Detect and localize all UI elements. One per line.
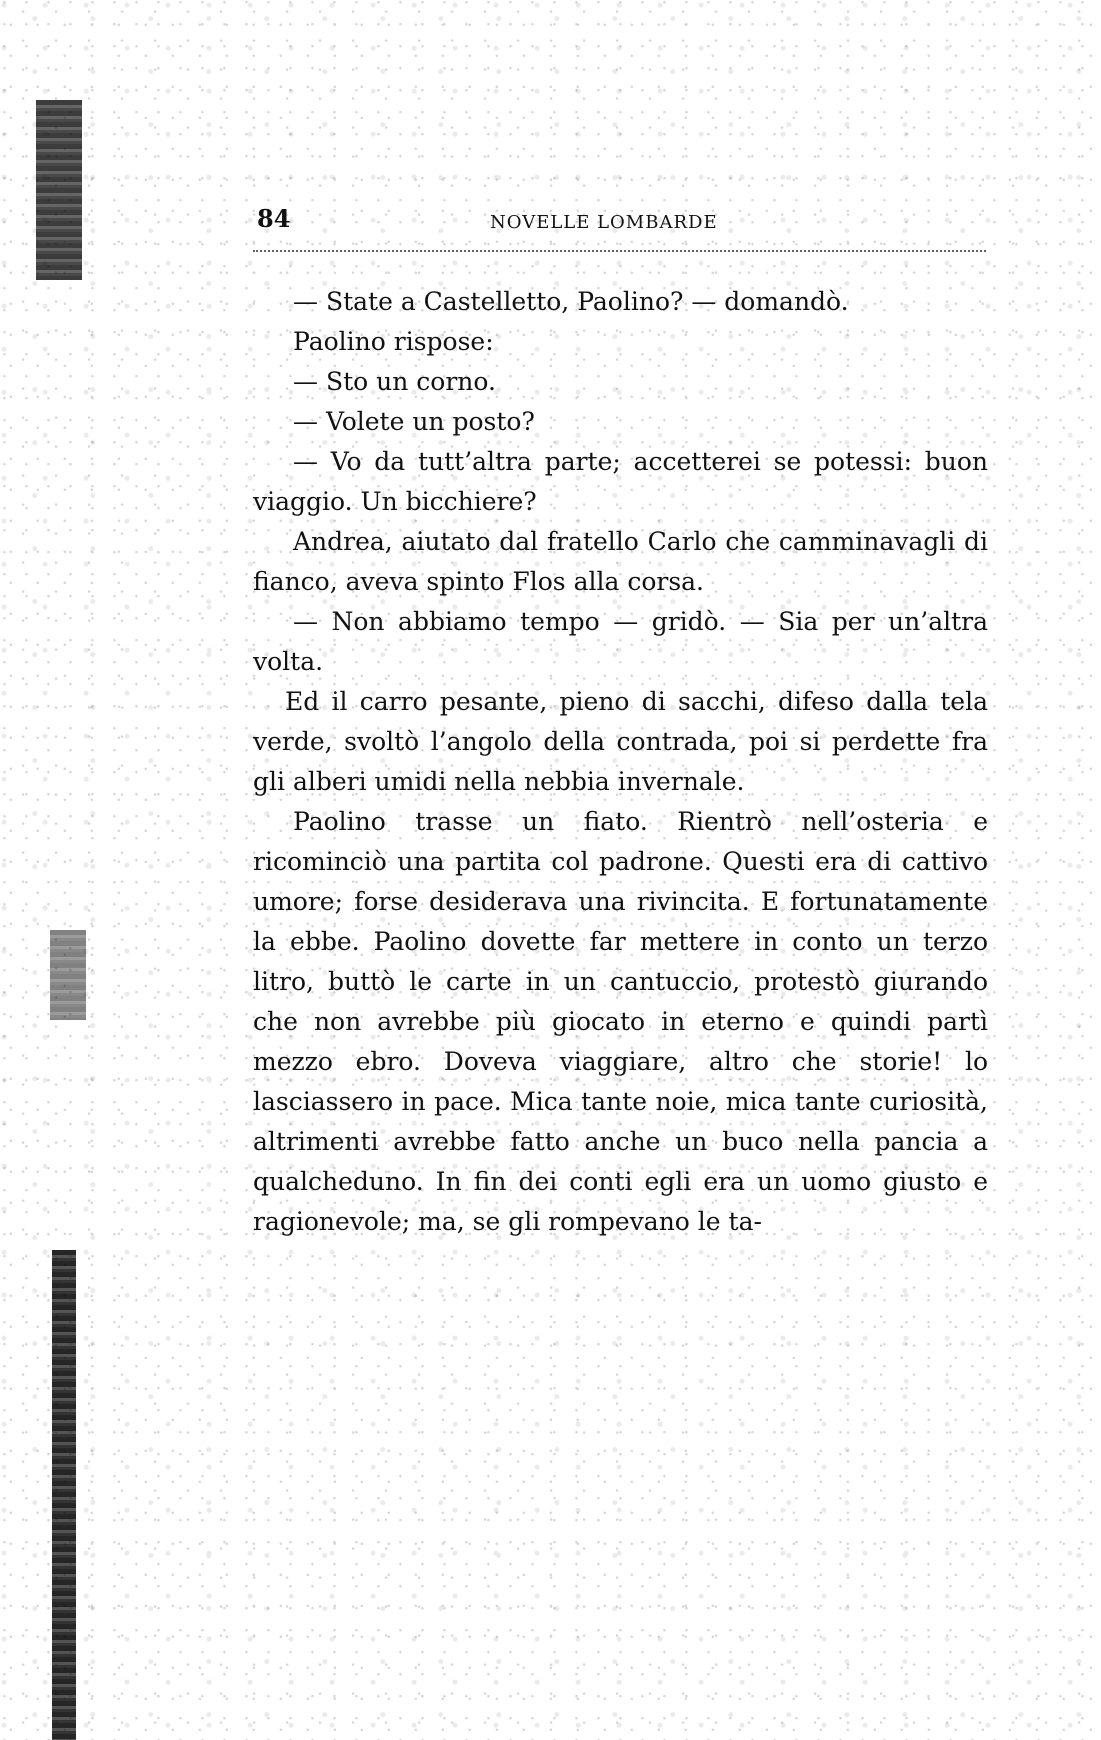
paragraph-8: Ed il carro pesante, pieno di sacchi, difeso dalla tela verde, svoltò l’angolo della contrada, poi si perdette fra gli alberi umidi nella nebbia invernale.: [253, 687, 988, 796]
paragraph-9: Paolino trasse un fiato. Rientrò nell’osteria e ricominciò una partita col padrone. Questi era di cattivo umore; forse desiderava una rivincita. E fortunatamente la ebbe. Paolino dovette far mettere in conto un terzo litro, buttò le carte in un cantuccio, protestò giurando che non avrebbe più giocato in eterno e quindi partì mezzo ebro. Doveva viaggiare, altro che storie! lo lasciassero in pace. Mica tante noie, mica tante curiosità, altrimenti avrebbe fatto anche un buco nella pancia a qualcheduno. In fin dei conti egli era un uomo giusto e ragionevole; ma, se gli rompevano le ta-: [253, 807, 988, 1236]
page-number: 84: [257, 204, 291, 233]
scan-edge-bottom: [52, 1250, 76, 1740]
scan-edge-middle: [50, 930, 86, 1020]
paragraph-3: — Sto un corno.: [293, 367, 496, 396]
running-head: NOVELLE LOMBARDE: [490, 212, 718, 233]
page-body: [253, 282, 988, 1242]
scan-edge-top: [36, 100, 82, 280]
paragraph-5: — Vo da tutt’altra parte; accetterei se potessi: buon viaggio. Un bicchiere?: [253, 447, 988, 516]
paragraph-6: Andrea, aiutato dal fratello Carlo che camminavagli di fianco, aveva spinto Flos alla corsa.: [253, 527, 988, 596]
paragraph-4: — Volete un posto?: [293, 407, 535, 436]
header-rule: [253, 250, 986, 252]
paragraph-2: Paolino rispose:: [293, 327, 494, 356]
paragraph-7: — Non abbiamo tempo — gridò. — Sia per un’altra volta.: [253, 607, 988, 676]
paragraph-1: — State a Castelletto, Paolino? — domandò.: [293, 287, 849, 316]
